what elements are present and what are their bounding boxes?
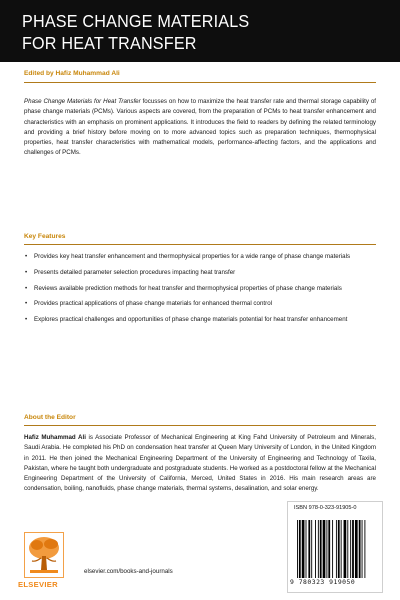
divider [24, 82, 376, 83]
editor-bio: is Associate Professor of Mechanical Engineering at King Fahd University of Petroleum and Minerals, Saudi Arabia. He completed his PhD on condensation heat transfer at Queen Mary University of London, in the United Kingdom in 2011. He then joined the Mechanical Engineering Department of the University of Engineering and Technology of Taxila, Pakistan, where he taught both undergraduate and postgraduate students. He worked as a postdoctoral fellow at the Mechanical Engineering Department of the University of California, Merced, United States in 2016. His main research areas are condensation, boiling, nanofluids, phase change materials, thermal systems, desalination, and solar energy. [24, 434, 376, 493]
about-editor-heading: About the Editor [24, 414, 76, 421]
list-item [24, 315, 376, 325]
intro-paragraph [24, 97, 376, 159]
list-item [24, 299, 376, 309]
book-title [22, 10, 360, 54]
divider [24, 425, 376, 426]
editor-credit: Edited by Hafiz Muhammad Ali [24, 70, 120, 77]
bullet-icon: • [25, 284, 28, 292]
barcode-digits: 9 780323 919050 [290, 578, 356, 586]
barcode-icon [296, 520, 378, 578]
list-item [24, 252, 376, 262]
feature-text: Provides practical applications of phase change materials for enhanced thermal control [34, 300, 273, 308]
intro-book-title: Phase Change Materials for Heat Transfer [24, 98, 141, 105]
bullet-icon: • [25, 268, 28, 276]
list-item [24, 284, 376, 294]
key-features-list [24, 252, 376, 331]
publisher-url[interactable]: elsevier.com/books-and-journals [84, 568, 173, 575]
key-features-heading: Key Features [24, 233, 66, 240]
bullet-icon: • [25, 253, 28, 260]
list-item [24, 268, 376, 278]
feature-text: Provides key heat transfer enhancement and thermophysical properties for a wide range of phase change materials [34, 253, 351, 260]
editor-name: Hafiz Muhammad Ali [24, 434, 86, 441]
feature-text: Explores practical challenges and opportunities of phase change materials potential for heat transfer enhancement [34, 316, 348, 324]
book-title-line-2: FOR HEAT TRANSFER [22, 33, 197, 53]
cover-header [0, 0, 400, 62]
isbn-barcode-box [287, 501, 383, 593]
intro-text: focusses on how to maximize the heat transfer rate and thermal storage capability of phase change materials (PCMs). Various aspects are covered, from the preparation of PCMs to heat transfer enhancement and characteristics with an emphasis on prominent applications. It introduces the field to readers by defining the related terminology and providing a brief history before moving on to more advanced topics such as preparation techniques, thermophysical properties, heat transfer characteristics with mathematical models, performance-affecting factors, and the applications and challenges of PCMs. [24, 98, 376, 157]
book-title-line-1: PHASE CHANGE MATERIALS [22, 11, 250, 31]
about-editor-paragraph [24, 433, 376, 495]
divider [24, 244, 376, 245]
feature-text: Presents detailed parameter selection procedures impacting heat transfer [34, 268, 236, 276]
bullet-icon: • [25, 316, 28, 324]
elsevier-tree-icon [24, 532, 64, 578]
publisher-name: ELSEVIER [18, 580, 58, 589]
feature-text: Reviews available prediction methods for heat transfer and thermophysical properties of phase change materials [34, 284, 342, 292]
bullet-icon: • [25, 300, 28, 308]
isbn-label: ISBN 978-0-323-91905-0 [294, 505, 357, 511]
